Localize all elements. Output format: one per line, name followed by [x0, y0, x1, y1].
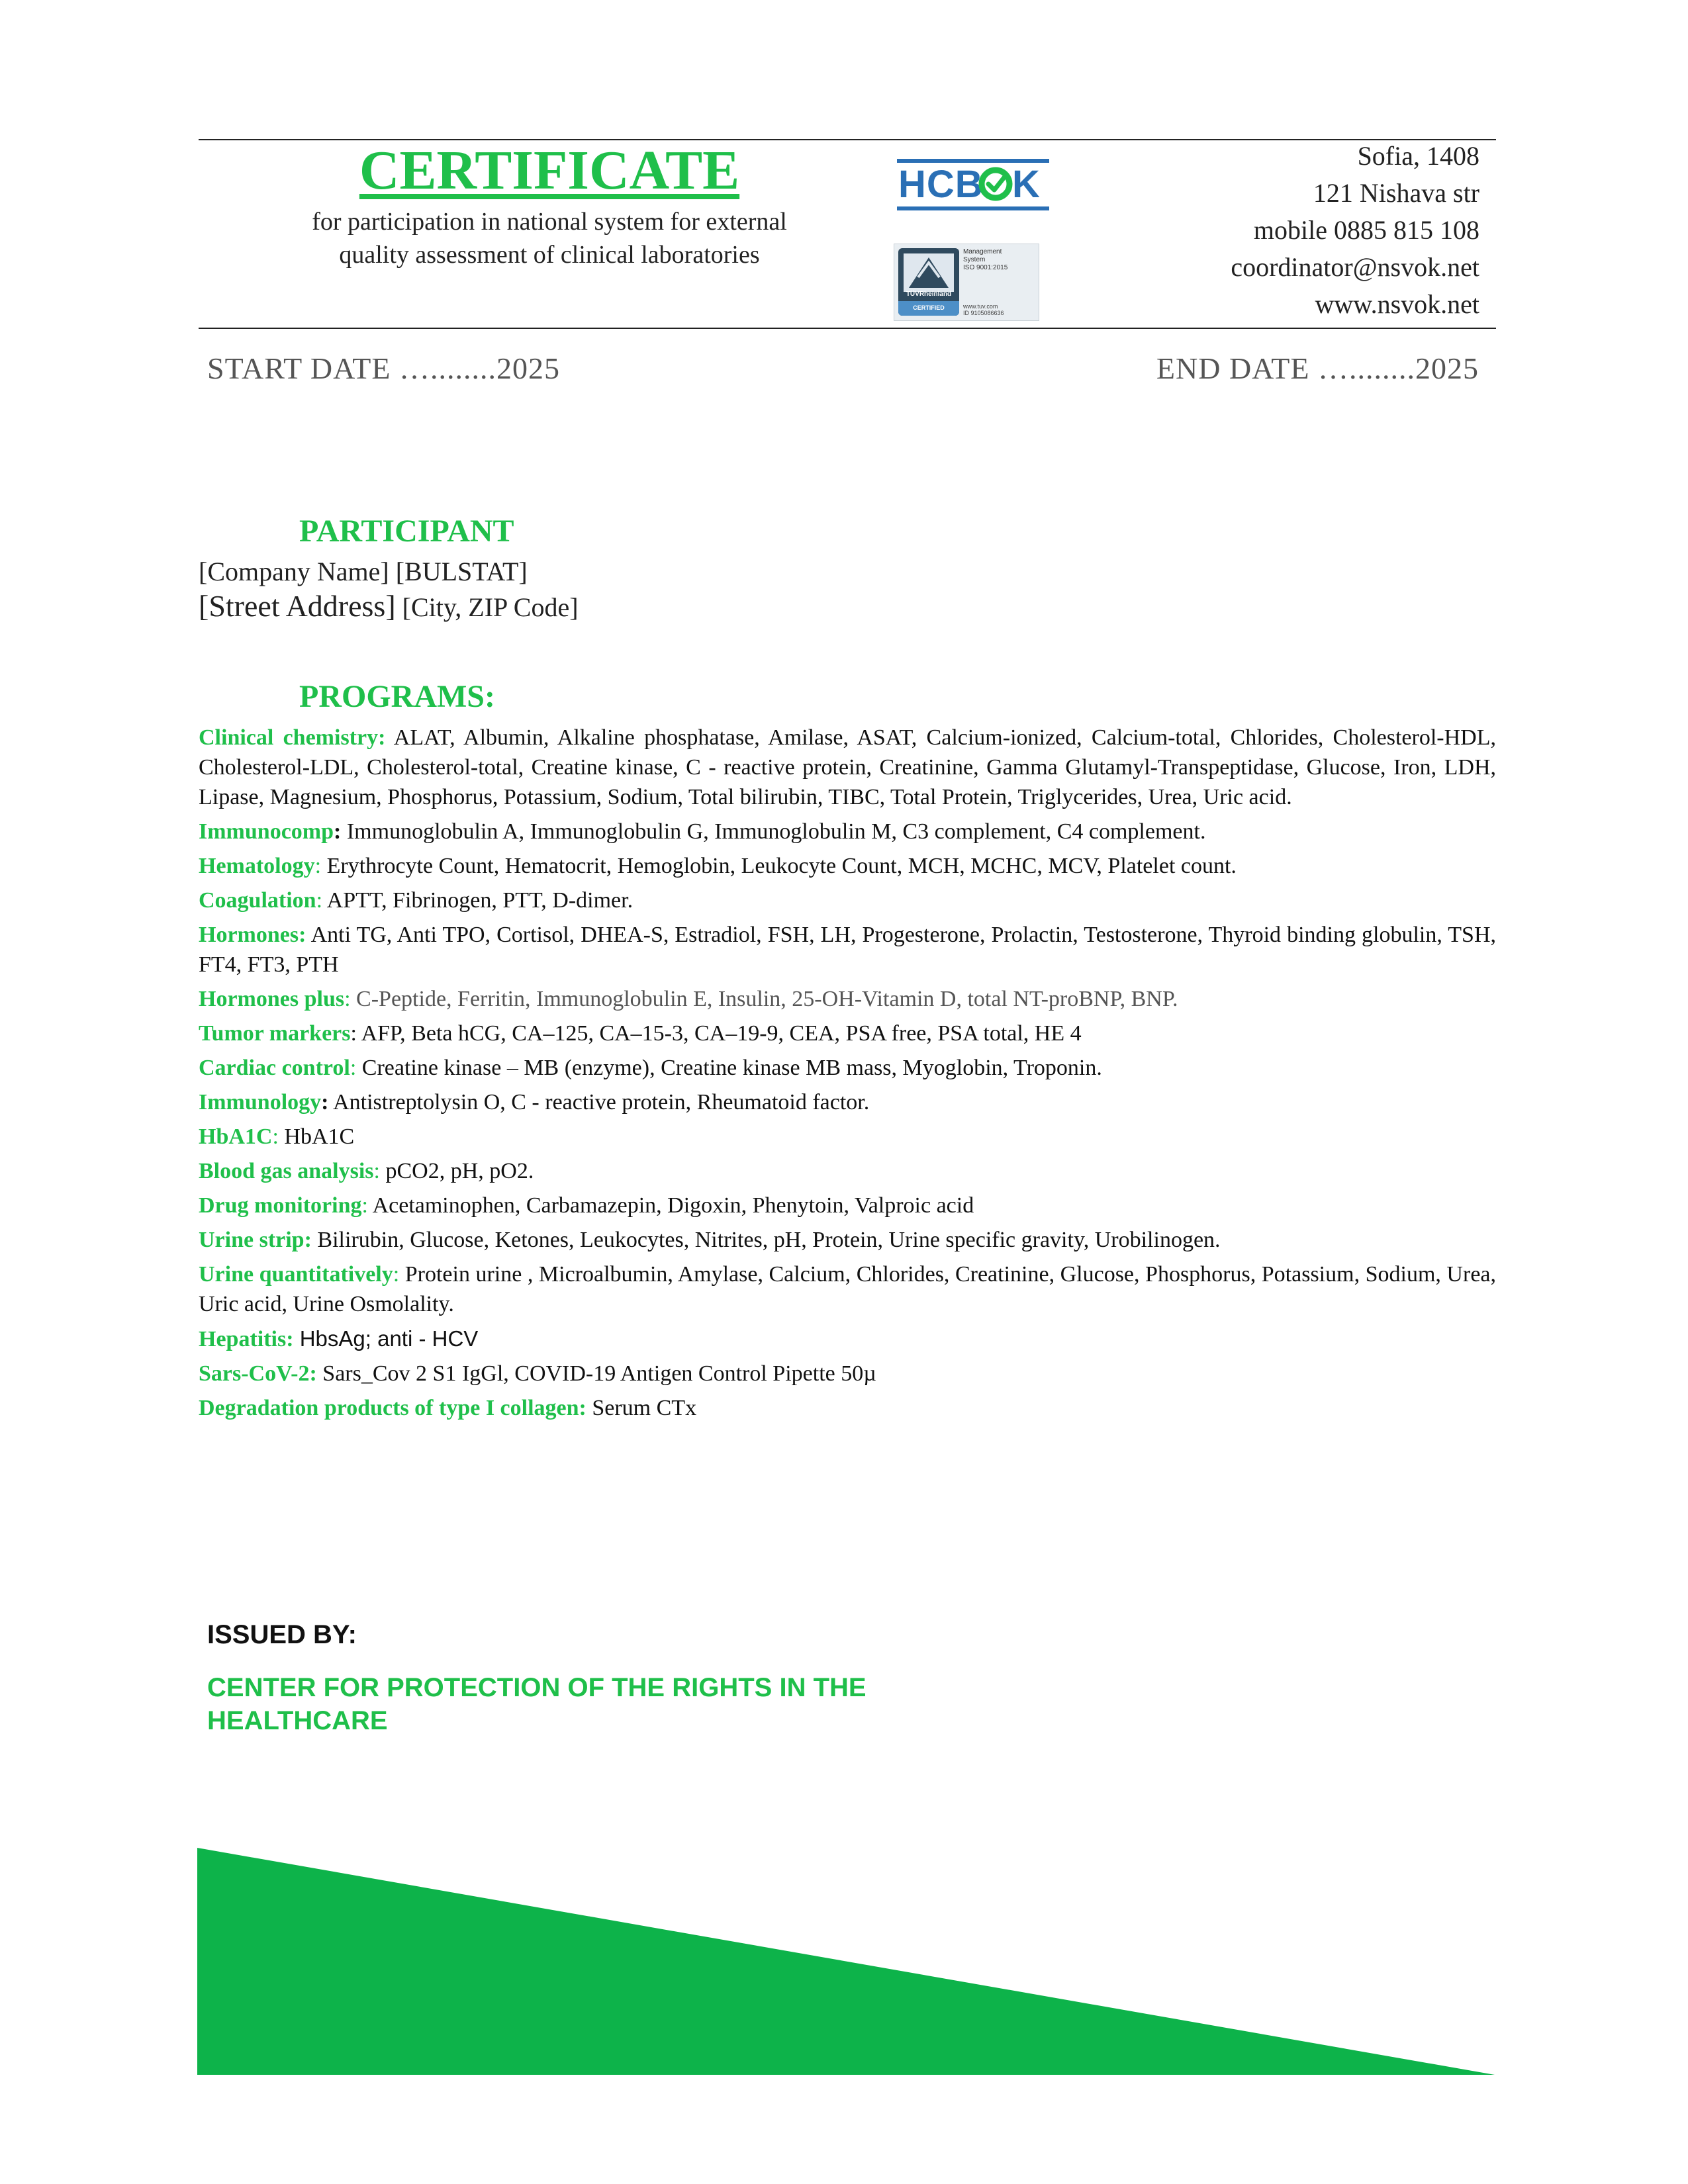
program-collagen-degradation: Degradation products of type I collagen: Serum CTx [199, 1396, 697, 1420]
participant-block [199, 555, 579, 625]
start-date: START DATE …........2025 [207, 351, 560, 385]
program-sars-cov-2: Sars-CoV-2: Sars_Cov 2 S1 IgGl, COVID-19 Antigen Control Pipette 50µ [199, 1361, 876, 1386]
certificate-title: CERTIFICATE [359, 140, 740, 201]
program-hematology: Hematology: Erythrocyte Count, Hematocrit, Hemoglobin, Leukocyte Count, MCH, MCHC, MCV, Platelet count. [199, 854, 1237, 878]
program-hepatitis: Hepatitis: HbsAg; anti - HCV [199, 1326, 479, 1351]
subtitle-line-1: for participation in national system for external [312, 208, 787, 236]
program-label: Drug monitoring [199, 1193, 362, 1218]
program-immunology: Immunology: Antistreptolysin O, C - reactive protein, Rheumatoid factor. [199, 1090, 870, 1115]
participant-street: [Street Address] [199, 589, 396, 623]
tuv-brand-label: TÜVRheinland [906, 291, 952, 298]
tuv-badge-text: Management System ISO 9001:2015 [963, 248, 1008, 271]
svg-text:K: K [1012, 163, 1040, 206]
program-items: AFP, Beta hCG, CA–125, CA–15-3, CA–19-9, CEA, PSA free, PSA total, HE 4 [356, 1021, 1082, 1046]
end-date: END DATE …........2025 [1156, 351, 1479, 385]
participant-city: [City, ZIP Code] [395, 592, 579, 622]
program-blood-gas-analysis: Blood gas analysis: pCO2, pH, pO2. [199, 1159, 534, 1183]
program-label: Hepatitis [199, 1327, 287, 1351]
program-label: Tumor markers [199, 1021, 351, 1046]
program-items: ALAT, Albumin, Alkaline phosphatase, Amilase, ASAT, Calcium-ionized, Calcium-total, Chlorides, Cholesterol-HDL, Cholesterol-LDL, Cholesterol-total, Creatine kinase, C - reactive protein, Creatinine, Gamma Glutamyl-Transpeptidase, Glucose, Iron, LDH, Lipase, Magnesium, Phosphorus, Potassium, Sodium, Total bilirubin, TIBC, Total Protein, Triglycerides, Urea, Uric acid. [199, 725, 1496, 809]
program-items: Acetaminophen, Carbamazepin, Digoxin, Phenytoin, Valproic acid [367, 1193, 974, 1218]
program-items: Protein urine , Microalbumin, Amylase, Calcium, Chlorides, Creatinine, Glucose, Phosphorus, Potassium, Sodium, Urea, Uric acid, Urine Osmolality. [199, 1262, 1496, 1316]
tuv-certification-badge [894, 244, 1039, 321]
program-clinical-chemistry: Clinical chemistry: ALAT, Albumin, Alkaline phosphatase, Amilase, ASAT, Calcium-ionized, Calcium-total, Chlorides, Cholesterol-HDL, Cholesterol-LDL, Cholesterol-total, Creatine kinase, C - reactive protein, Creatinine, Gamma Glutamyl-Transpeptidase, Glucose, Iron, LDH, Lipase, Magnesium, Phosphorus, Potassium, Sodium, Total bilirubin, TIBC, Total Protein, Triglycerides, Urea, Uric acid. [199, 725, 1496, 809]
program-items: pCO2, pH, pO2. [379, 1159, 534, 1183]
program-items: C-Peptide, Ferritin, Immunoglobulin E, Insulin, 25-OH-Vitamin D, total NT-proBNP, BNP. [350, 987, 1178, 1011]
program-urine-quantitatively: Urine quantitatively: Protein urine , Microalbumin, Amylase, Calcium, Chlorides, Creatinine, Glucose, Phosphorus, Potassium, Sodium, Urea, Uric acid, Urine Osmolality. [199, 1262, 1496, 1316]
program-items: Antistreptolysin O, C - reactive protein, Rheumatoid factor. [328, 1090, 870, 1115]
nsvok-logo [897, 159, 1049, 212]
contact-street: 121 Nishava str [1313, 178, 1479, 208]
issued-by-label: ISSUED BY: [207, 1620, 357, 1649]
certificate-subtitle [265, 205, 834, 271]
program-items: Immunoglobulin A, Immunoglobulin G, Immunoglobulin M, C3 complement, C4 complement. [341, 819, 1206, 844]
participant-address-line [199, 589, 579, 625]
program-items: Erythrocyte Count, Hematocrit, Hemoglobin, Leukocyte Count, MCH, MCHC, MCV, Platelet count. [321, 854, 1237, 878]
program-label: Coagulation [199, 888, 316, 913]
program-label: Sars-CoV-2 [199, 1361, 310, 1386]
program-label: Urine quantitatively [199, 1262, 393, 1287]
tuv-badge-id: www.tuv.com ID 9105086636 [963, 303, 1004, 316]
program-label: Cardiac control [199, 1056, 350, 1080]
program-items: Anti TG, Anti TPO, Cortisol, DHEA-S, Estradiol, FSH, LH, Progesterone, Prolactin, Testosterone, Thyroid binding globulin, TSH, FT4, FT3, PTH [199, 923, 1496, 977]
program-hormones-plus: Hormones plus: C-Peptide, Ferritin, Immunoglobulin E, Insulin, 25-OH-Vitamin D, total NT-proBNP, BNP. [199, 987, 1178, 1011]
subtitle-line-2: quality assessment of clinical laboratories [339, 241, 760, 269]
program-label: Immunocomp [199, 819, 334, 844]
program-hormones: Hormones: Anti TG, Anti TPO, Cortisol, DHEA-S, Estradiol, FSH, LH, Progesterone, Prolactin, Testosterone, Thyroid binding globulin, TSH, FT4, FT3, PTH [199, 923, 1496, 977]
program-cardiac-control: Cardiac control: Creatine kinase – MB (enzyme), Creatine kinase MB mass, Myoglobin, Troponin. [199, 1056, 1102, 1080]
program-label: Hematology [199, 854, 315, 878]
contact-city: Sofia, 1408 [1357, 141, 1479, 171]
header-bottom-rule [199, 328, 1496, 329]
program-label: HbA1C [199, 1124, 273, 1149]
program-hba1c: HbA1C: HbA1C [199, 1124, 355, 1149]
program-label: Blood gas analysis [199, 1159, 374, 1183]
tuv-certified-label: CERTIFIED [913, 304, 945, 311]
program-label: Hormones [199, 923, 299, 947]
program-label: Immunology [199, 1090, 322, 1115]
program-label: Hormones plus [199, 987, 345, 1011]
issuer-name: CENTER FOR PROTECTION OF THE RIGHTS IN THE HEALTHCARE [207, 1673, 867, 1735]
program-items: HbA1C [278, 1124, 355, 1149]
svg-text:HCB: HCB [898, 163, 984, 206]
program-items: Bilirubin, Glucose, Ketones, Leukocytes, Nitrites, pH, Protein, Urine specific gravity, Urobilinogen. [311, 1228, 1221, 1252]
program-label: Clinical chemistry [199, 725, 379, 750]
program-items: Serum CTx [586, 1396, 697, 1420]
program-coagulation: Coagulation: APTT, Fibrinogen, PTT, D-dimer. [199, 888, 633, 913]
program-label: Urine strip [199, 1228, 305, 1252]
program-items: HbsAg; anti - HCV [293, 1326, 479, 1351]
program-tumor-markers: Tumor markers: AFP, Beta hCG, CA–125, CA–15-3, CA–19-9, CEA, PSA free, PSA total, HE 4 [199, 1021, 1082, 1046]
participant-heading: PARTICIPANT [299, 514, 514, 549]
contact-mobile: mobile 0885 815 108 [1253, 215, 1479, 245]
program-immunocomp: Immunocomp: Immunoglobulin A, Immunoglobulin G, Immunoglobulin M, C3 complement, C4 complement. [199, 819, 1206, 844]
contact-email[interactable]: coordinator@nsvok.net [1231, 252, 1479, 282]
program-urine-strip: Urine strip: Bilirubin, Glucose, Ketones, Leukocytes, Nitrites, pH, Protein, Urine specific gravity, Urobilinogen. [199, 1228, 1221, 1252]
program-items: Sars_Cov 2 S1 IgGl, COVID-19 Antigen Control Pipette 50µ [316, 1361, 876, 1386]
program-items: Creatine kinase – MB (enzyme), Creatine kinase MB mass, Myoglobin, Troponin. [356, 1056, 1102, 1080]
contact-website[interactable]: www.nsvok.net [1315, 289, 1479, 319]
program-label: Degradation products of type I collagen [199, 1396, 579, 1420]
participant-company: [Company Name] [BULSTAT] [199, 557, 528, 586]
program-drug-monitoring: Drug monitoring: Acetaminophen, Carbamazepin, Digoxin, Phenytoin, Valproic acid [199, 1193, 974, 1218]
contact-block [1231, 138, 1479, 323]
programs-list [199, 723, 1496, 1428]
program-items: APTT, Fibrinogen, PTT, D-dimer. [322, 888, 633, 913]
programs-heading: PROGRAMS: [299, 679, 495, 714]
